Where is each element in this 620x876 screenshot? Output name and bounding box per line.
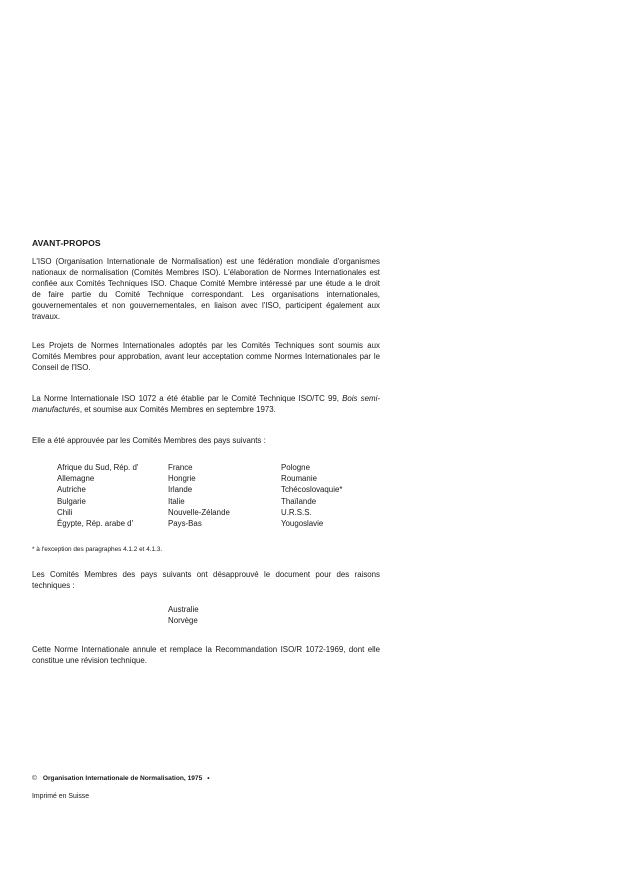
countries-column-2 [168, 462, 230, 529]
country: Allemagne [57, 474, 95, 484]
country: Thaïlande [281, 496, 317, 506]
bullet-icon: • [207, 775, 210, 782]
country: Pays-Bas [168, 519, 202, 529]
country: Bulgarie [57, 496, 86, 506]
country: Chili [57, 507, 73, 517]
country: Autriche [57, 485, 86, 495]
origin-text-after: , et soumise aux Comités Membres en septembre 1973. [79, 405, 276, 415]
copyright-icon: © [32, 775, 37, 782]
committee-title: Bois semi-manufacturés [32, 394, 380, 415]
country: Nouvelle-Zélande [168, 507, 230, 517]
country: Yougoslavie [281, 519, 324, 529]
printed-in: Imprimé en Suisse [32, 793, 90, 800]
paragraph-standard-origin [32, 393, 380, 415]
country: Australie [168, 605, 199, 614]
copyright-line [32, 775, 210, 782]
country: Égypte, Rép. arabe d' [57, 519, 134, 529]
paragraph-replaces-recommendation: Cette Norme Internationale annule et remplace la Recommandation ISO/R 1072-1969, dont elle constitue une révision technique. [32, 645, 380, 666]
country: Pologne [281, 463, 310, 472]
origin-text-before: La Norme Internationale ISO 1072 a été établie par le Comité Technique ISO/TC 99, [32, 394, 343, 403]
country: France [168, 463, 193, 472]
country: Roumanie [281, 474, 317, 484]
paragraph-draft-standards: Les Projets de Normes Internationales adoptés par les Comités Techniques sont soumis aux Comités Membres pour approbation, avant leur acceptation comme Normes Internationales par le Conseil de l'ISO. [32, 341, 380, 373]
country: Hongrie [168, 474, 196, 484]
country: Tchécoslovaquie* [281, 485, 343, 495]
paragraph-iso-intro: L'ISO (Organisation Internationale de Normalisation) est une fédération mondiale d'organismes nationaux de normalisation (Comités Membres ISO). L'élaboration de Normes Internationales est confiée aux Comités Techniques ISO. Chaque Comité Membre intéressé par une étude a le droit de faire partie du Comité Technique correspondant. Les organisations internationales, gouvernementales et non gouvernementales, en liaison avec l'ISO, participent également aux travaux. [32, 257, 380, 322]
heading-avant-propos: AVANT-PROPOS [32, 238, 101, 248]
country: Italie [168, 496, 185, 506]
paragraph-disapproval-intro: Les Comités Membres des pays suivants ont désapprouvé le document pour des raisons techniques : [32, 570, 380, 591]
country: U.R.S.S. [281, 507, 312, 517]
countries-column-1 [57, 462, 138, 529]
copyright-text: Organisation Internationale de Normalisation, 1975 [42, 775, 203, 782]
countries-column-3 [281, 462, 342, 529]
country: Afrique du Sud, Rép. d' [57, 463, 139, 472]
country: Irlande [168, 485, 193, 495]
disapproving-countries-list [168, 604, 199, 626]
footnote: * à l'exception des paragraphes 4.1.2 et 4.1.3. [32, 546, 163, 553]
paragraph-approval-intro: Elle a été approuvée par les Comités Membres des pays suivants : [32, 436, 266, 445]
country: Norvège [168, 616, 198, 626]
